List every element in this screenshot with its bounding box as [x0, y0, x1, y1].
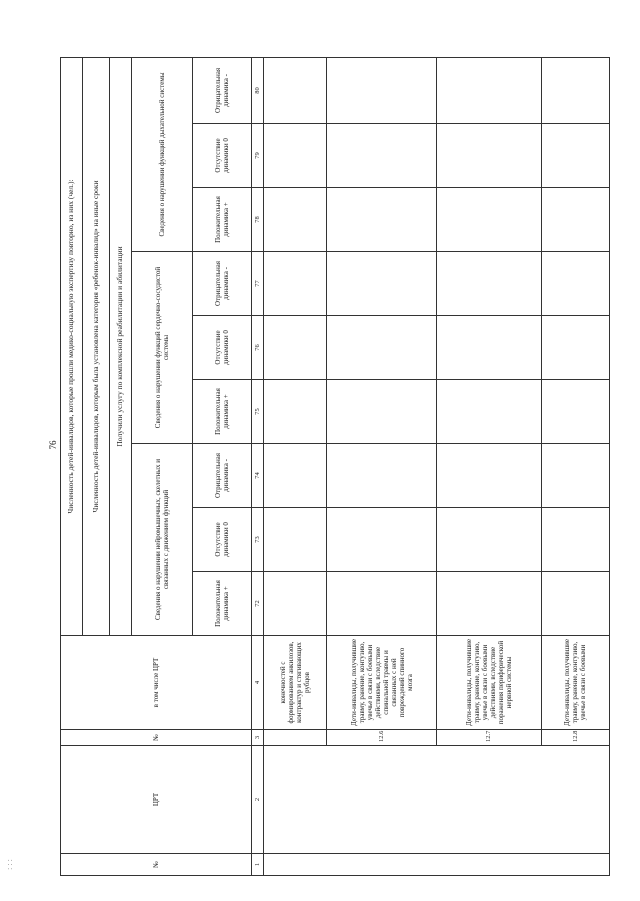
- dyn-positive: Положительная динамика +: [193, 572, 252, 636]
- dyn-positive: Положительная динамика +: [193, 188, 252, 252]
- table-row: [264, 57, 327, 875]
- colnum: 78: [252, 188, 264, 252]
- colnum: 3: [252, 730, 264, 746]
- row-text: Дети-инвалиды, получившие травму, ранение, контузию, увечье в связи с боевыми действиями, вследствие спинальной травмы и связанных с ней повреждений спинного мозга: [327, 636, 437, 730]
- cell-empty: [264, 854, 610, 876]
- scan-mark: : : :: [4, 859, 14, 870]
- row-sub-no: [264, 730, 327, 746]
- colnum: 73: [252, 508, 264, 572]
- document-sheet: [60, 58, 610, 876]
- header-crt: ЦРТ: [61, 746, 252, 854]
- colnum: 75: [252, 380, 264, 444]
- cell-empty: [264, 746, 610, 854]
- header-no: №: [61, 854, 252, 876]
- header-second: Численность детей-инвалидов, которым была установлена категория «ребенок-инвалид» на иные сроки: [83, 57, 109, 635]
- header-top: Численность детей-инвалидов, которые прошли медико-социальную экспертизу повторно, из них (чел.):: [61, 57, 83, 635]
- colnum: 1: [252, 854, 264, 876]
- dyn-negative: Отрицательная динамика -: [193, 444, 252, 508]
- row-sub-no: 12.6: [327, 730, 437, 746]
- group-musculoskeletal: Сведения о нарушении нейромышечных, скелетных и связанных с движением функций: [132, 444, 193, 636]
- dyn-negative: Отрицательная динамика -: [193, 252, 252, 316]
- header-row-1: [61, 57, 83, 875]
- colnum: 79: [252, 124, 264, 188]
- group-cardiovascular: Сведения о нарушении функций сердечно-сосудистой системы: [132, 252, 193, 444]
- header-sub-crt: в том числе ЦРТ: [61, 636, 252, 730]
- row-text: Дети-инвалиды, получившие травму, ранение, контузию, увечье в связи с боевыми: [541, 636, 609, 730]
- dyn-none: Отсутствие динамики 0: [193, 316, 252, 380]
- row-text: конечностей с формированием анкилозов, контрактур и стягивающих рубцов: [264, 636, 327, 730]
- statistics-table: [60, 57, 610, 876]
- header-sub-no: №: [61, 730, 252, 746]
- colnum: 2: [252, 746, 264, 854]
- row-sub-no: 12.7: [437, 730, 542, 746]
- page-number: 76: [48, 440, 58, 450]
- colnum: 80: [252, 57, 264, 123]
- colnum: 4: [252, 636, 264, 730]
- dyn-none: Отсутствие динамики 0: [193, 124, 252, 188]
- row-sub-no: 12.8: [541, 730, 609, 746]
- group-respiratory: Сведения о нарушении функций дыхательной системы: [132, 57, 193, 251]
- colnum: 76: [252, 316, 264, 380]
- dyn-negative: Отрицательная динамика -: [193, 57, 252, 123]
- dyn-positive: Положительная динамика +: [193, 380, 252, 444]
- dyn-none: Отсутствие динамики 0: [193, 508, 252, 572]
- colnum: 72: [252, 572, 264, 636]
- colnum: 74: [252, 444, 264, 508]
- column-numbers-row: [252, 57, 264, 875]
- row-text: Дети-инвалиды, получившие травму, ранение, контузию, увечье в связи с боевыми действиями, вследствие поражения периферической нервной системы: [437, 636, 542, 730]
- colnum: 77: [252, 252, 264, 316]
- header-third: Получили услугу по комплексной реабилитации и абилитации: [109, 57, 131, 635]
- rotated-table-wrapper: [60, 58, 610, 876]
